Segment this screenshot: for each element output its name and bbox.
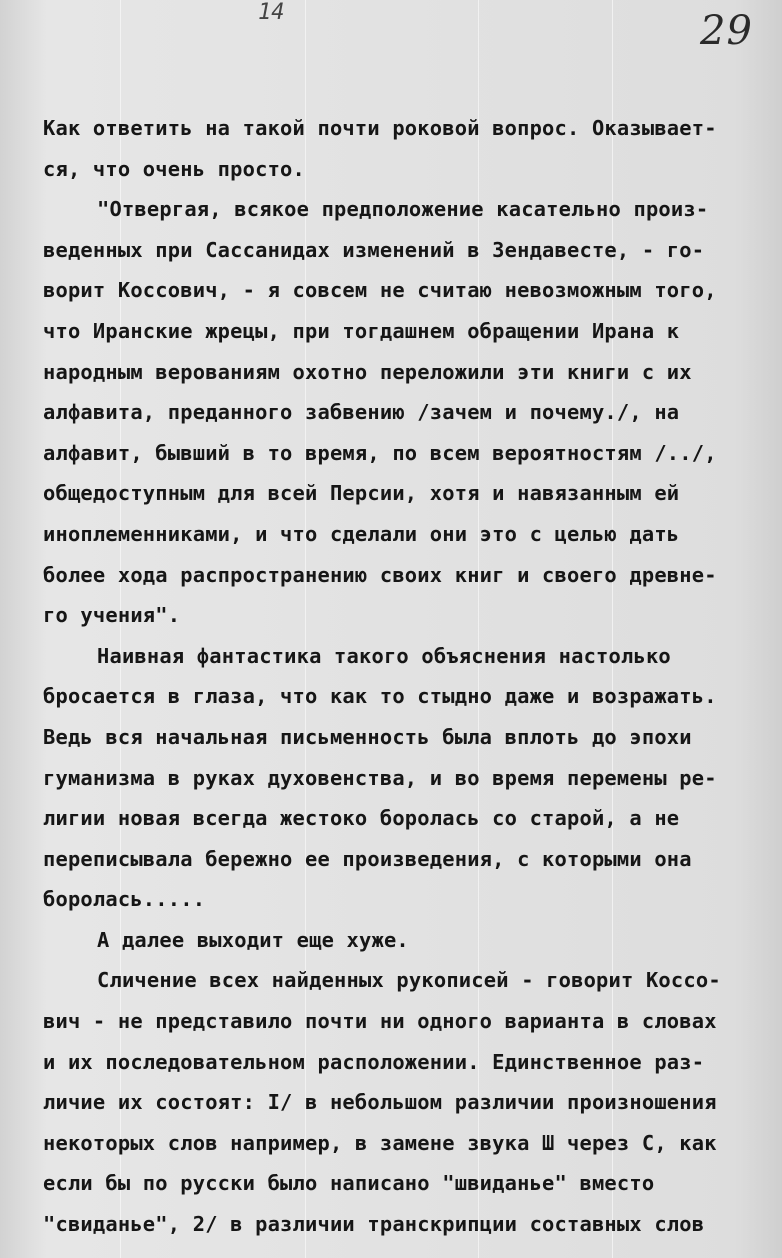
text-line: "свиданье", 2/ в различии транскрипции составных слов	[43, 1212, 705, 1237]
text-line: более хода распространению своих книг и своего древне-	[43, 562, 717, 587]
text-line: Ведь вся начальная письменность была вплоть до эпохи	[43, 724, 692, 749]
text-line: гуманизма в руках духовенства, и во время перемены ре-	[43, 765, 717, 790]
archive-mark: 14	[258, 0, 285, 25]
text-line: Как ответить на такой почти роковой вопрос. Оказывает-	[43, 116, 717, 140]
text-line: бросается в глаза, что как то стыдно даже и возражать.	[43, 684, 717, 709]
text-line: го учения".	[43, 603, 181, 628]
text-line: личие их состоят: I/ в небольшом различии произношения	[43, 1090, 717, 1115]
text-line: народным верованиям охотно переложили эти книги с их	[43, 359, 692, 384]
text-line: если бы по русски было написано "швиданье" вместо	[43, 1171, 655, 1196]
text-line: ся, что очень просто.	[43, 156, 306, 181]
text-line: общедоступным для всей Персии, хотя и навязанным ей	[43, 481, 680, 506]
text-line: лигии новая всегда жестоко боролась со старой, а не	[43, 806, 680, 831]
text-line: Наивная фантастика такого объяснения настолько	[97, 643, 671, 668]
text-line: веденных при Сассанидах изменений в Зендавесте, - го-	[43, 237, 705, 262]
text-line: боролась.....	[43, 887, 206, 912]
text-line: Сличение всех найденных рукописей - говорит Коссо-	[97, 968, 721, 993]
text-line: вич - не представило почти ни одного варианта в словах	[43, 1009, 717, 1034]
text-line: некоторых слов например, в замене звука Ш через С, как	[43, 1130, 717, 1155]
text-line: ворит Коссович, - я совсем не считаю невозможным того,	[43, 278, 717, 303]
text-line: переписывала бережно ее произведения, с которыми она	[43, 846, 692, 871]
page-number: 29	[700, 8, 753, 54]
text-line: и их последовательном расположении. Единственное раз-	[43, 1049, 705, 1074]
text-line: А далее выходит еще хуже.	[97, 927, 409, 952]
text-line: алфавит, бывший в то время, по всем вероятностям /../,	[43, 440, 717, 465]
text-line: алфавита, преданного забвению /зачем и почему./, на	[43, 400, 680, 425]
text-line: что Иранские жрецы, при тогдашнем обращении Ирана к	[43, 318, 680, 343]
text-line: иноплеменниками, и что сделали они это с целью дать	[43, 521, 680, 546]
text-line: "Отвергая, всякое предположение касательно произ-	[97, 197, 709, 222]
body-text	[43, 108, 778, 1245]
